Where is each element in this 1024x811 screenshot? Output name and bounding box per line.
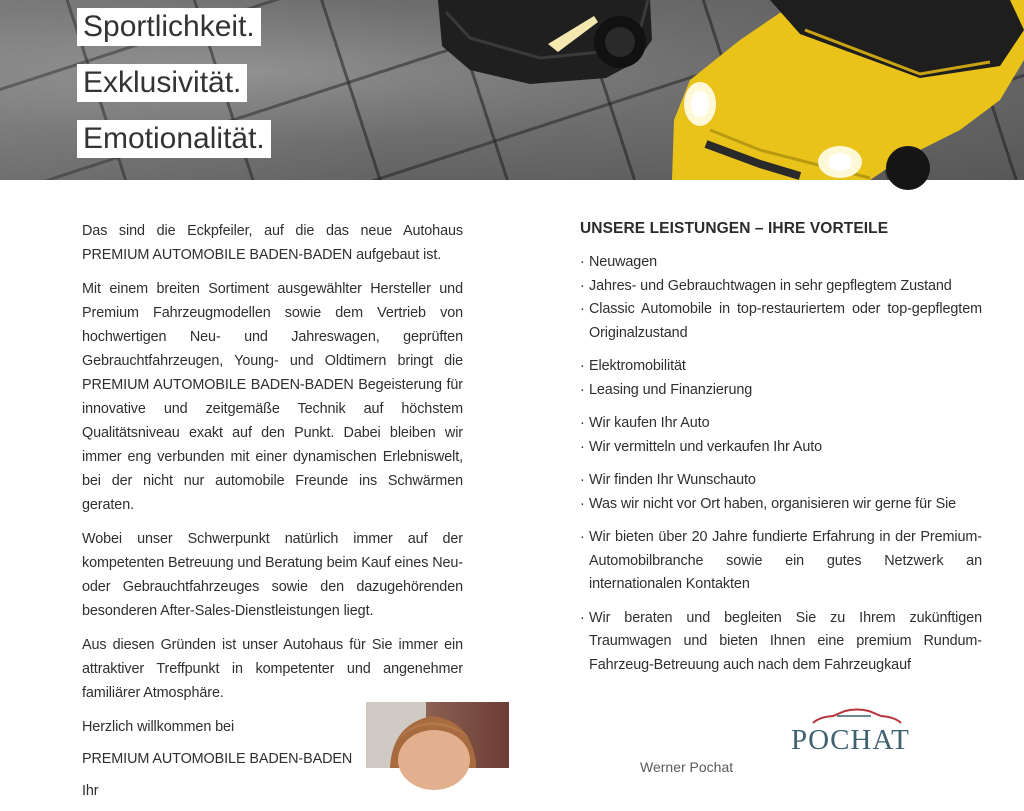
list-item: · Wir bieten über 20 Jahre fundierte Erfahrung in der Premium-Automobilbranche sowie ein gutes Netzwerk an internationalen Kontakten bbox=[580, 526, 982, 597]
services-column bbox=[580, 217, 982, 677]
company-name: PREMIUM AUTOMOBILE BADEN-BADEN bbox=[82, 751, 353, 767]
portrait-photo bbox=[366, 702, 509, 768]
intro-paragraph: Mit einem breiten Sortiment ausgewählter Hersteller und Premium Fahrzeugmodellen sowie dem Vertrieb von hochwertigen Neu- und Jahreswagen, geprüften Gebrauchtfahrzeugen, Young- und Oldtimern bringt die PREMIUM AUTOMOBILE BADEN-BADEN Begeisterung für innovative und zeitgemäße Technik auf höchstem Qualitätsniveau exakt auf den Punkt. Dabei bleiben wir immer eng verbunden mit einer dynamischen Erlebniswelt, bei der nicht nur automobile Freunde ins Schwärmen geraten. bbox=[82, 281, 463, 513]
bullet-icon: · bbox=[580, 301, 585, 317]
list-item: · Neuwagen bbox=[580, 251, 982, 275]
intro-paragraph: Wobei unser Schwerpunkt natürlich immer auf der kompetenten Betreuung und Beratung beim Kauf eines Neu- oder Gebrauchtfahrzeuges sowie den dazugehörenden besonderen After-Sales-Dienstleistungen liegt. bbox=[82, 531, 463, 619]
tagline-exklusivitaet: Exklusivität. bbox=[77, 64, 247, 102]
list-item: · Wir finden Ihr Wunschauto bbox=[580, 469, 982, 493]
list-item: · Wir beraten und begleiten Sie zu Ihrem zukünftigen Traumwagen und bieten Ihnen eine premium Rundum-Fahrzeug-Betreuung auch nach dem Fahrzeugkauf bbox=[580, 607, 982, 678]
list-item: · Elektromobilität bbox=[580, 355, 982, 379]
services-list bbox=[580, 251, 982, 677]
tagline-sportlichkeit: Sportlichkeit. bbox=[77, 8, 261, 46]
hero-image bbox=[0, 0, 1024, 180]
bullet-icon: · bbox=[580, 254, 585, 270]
signature-name: Werner Pochat bbox=[640, 759, 734, 775]
list-item: · Jahres- und Gebrauchtwagen in sehr gepflegtem Zustand bbox=[580, 275, 982, 299]
bullet-icon: · bbox=[580, 472, 585, 488]
intro-paragraph: Das sind die Eckpfeiler, auf die das neue Autohaus PREMIUM AUTOMOBILE BADEN-BADEN aufgebaut ist. bbox=[82, 223, 463, 263]
list-item: · Wir kaufen Ihr Auto bbox=[580, 412, 982, 436]
logo-text: POCHAT bbox=[791, 724, 910, 756]
list-item: · Was wir nicht vor Ort haben, organisieren wir gerne für Sie bbox=[580, 493, 982, 517]
list-item: · Leasing und Finanzierung bbox=[580, 379, 982, 403]
bullet-icon: · bbox=[580, 609, 585, 626]
person-portrait-illustration bbox=[366, 702, 509, 768]
greeting-text: Herzlich willkommen bei bbox=[82, 719, 235, 735]
pochat-logo bbox=[789, 708, 929, 756]
bullet-icon: · bbox=[580, 495, 585, 512]
bullet-icon: · bbox=[580, 277, 585, 294]
bullet-icon: · bbox=[580, 529, 585, 545]
bullet-icon: · bbox=[580, 381, 585, 398]
yellow-car bbox=[672, 0, 1024, 190]
bullet-icon: · bbox=[580, 358, 585, 374]
bullet-icon: · bbox=[580, 415, 585, 431]
closing-text: Ihr bbox=[82, 783, 99, 799]
bullet-icon: · bbox=[580, 438, 585, 455]
list-item: · Wir vermitteln und verkaufen Ihr Auto bbox=[580, 436, 982, 460]
services-heading: UNSERE LEISTUNGEN – IHRE VORTEILE bbox=[580, 220, 889, 237]
dark-car bbox=[438, 0, 652, 84]
tagline-emotionalitaet: Emotionalität. bbox=[77, 120, 271, 158]
list-item: · Classic Automobile in top-restauriertem oder top-gepflegtem Originalzustand bbox=[580, 298, 982, 345]
intro-paragraph: Aus diesen Gründen ist unser Autohaus für Sie immer ein attraktiver Treffpunkt in kompetenter und angenehmer familiärer Atmosphäre. bbox=[82, 637, 463, 701]
